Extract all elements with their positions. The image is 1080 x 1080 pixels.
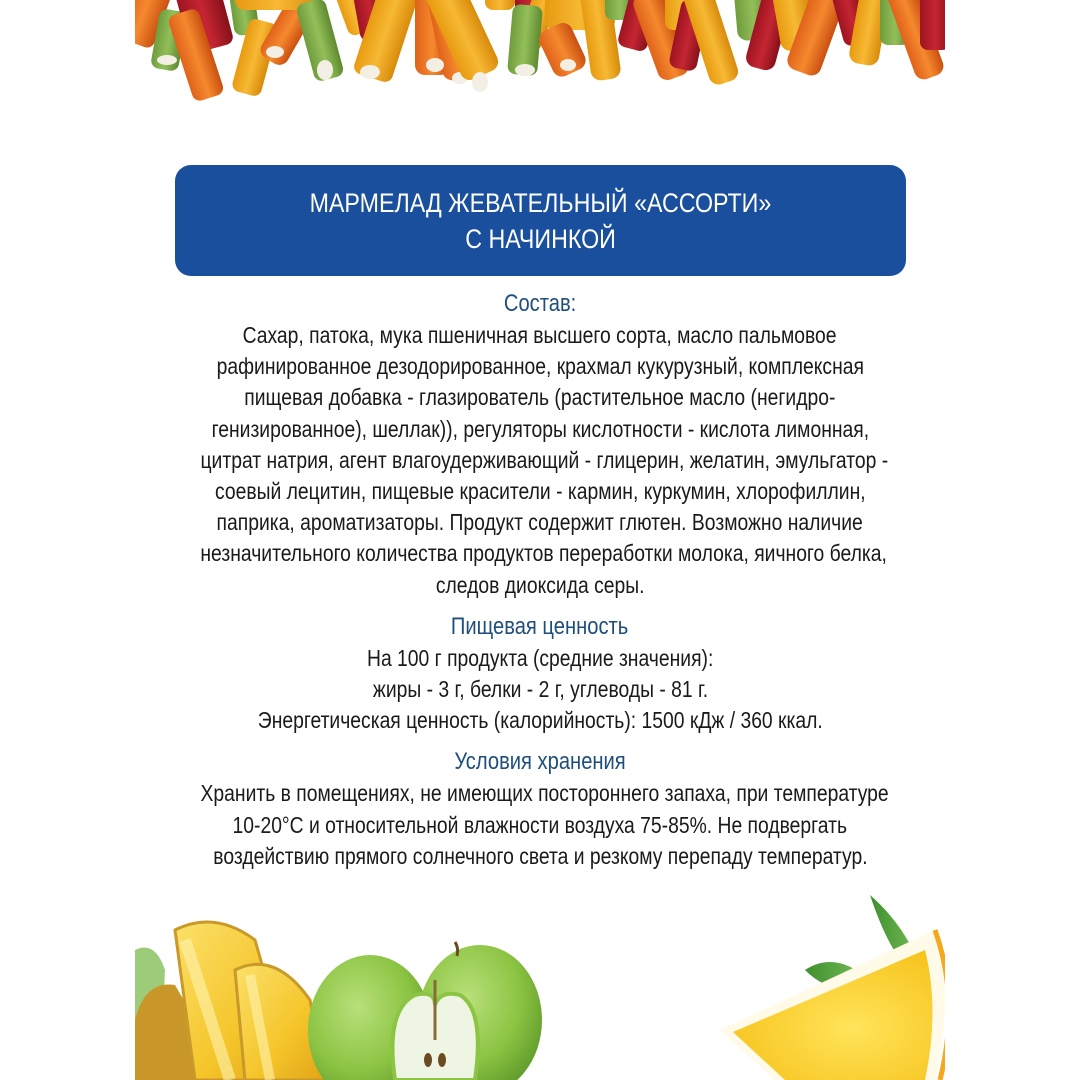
composition-section <box>135 288 945 601</box>
nutrition-title: Пищевая ценность <box>451 612 629 640</box>
composition-line: цитрат натрия, агент влагоудерживающий - глицерин, желатин, эмульгатор - <box>200 446 889 473</box>
nutrition-line: Энергетическая ценность (калорийность): 1500 кДж / 360 ккал. <box>257 707 823 734</box>
storage-line: Хранить в помещениях, не имеющих постороннего запаха, при температуре <box>200 780 889 807</box>
composition-line: пищевая добавка - глазирователь (растительное масло (негидро- <box>244 384 836 411</box>
nutrition-section <box>135 611 945 737</box>
product-title-banner <box>175 165 906 276</box>
candy-sticks-image <box>135 0 945 110</box>
product-title-line2: С НАЧИНКОЙ <box>465 223 616 254</box>
product-info-card <box>135 0 945 1080</box>
nutrition-line: На 100 г продукта (средние значения): <box>366 644 714 671</box>
composition-line: соевый лецитин, пищевые красители - кармин, куркумин, хлорофиллин, <box>214 478 866 505</box>
spacer <box>135 736 945 746</box>
nutrition-line: жиры - 3 г, белки - 2 г, углеводы - 81 г. <box>372 676 708 703</box>
composition-line: генизированное), шеллак)), регуляторы кислотности - кислота лимонная, <box>211 415 869 442</box>
product-details <box>135 288 945 872</box>
storage-title: Условия хранения <box>454 748 626 776</box>
storage-line: 10-20°C и относительной влажности воздуха 75-85%. Не подвергать <box>232 811 848 838</box>
product-title-line1: МАРМЕЛАД ЖЕВАТЕЛЬНЫЙ «АССОРТИ» <box>309 187 772 218</box>
storage-line: воздействию прямого солнечного света и резкому перепаду температур. <box>212 842 868 869</box>
fruits-image <box>135 890 945 1080</box>
composition-line: незначительного количества продуктов переработки молока, яичного белка, <box>200 540 887 567</box>
storage-section <box>135 746 945 872</box>
composition-line: рафинированное дезодорированное, крахмал кукурузный, комплексная <box>216 353 864 380</box>
composition-line: паприка, ароматизаторы. Продукт содержит глютен. Возможно наличие <box>216 509 864 536</box>
composition-line: Сахар, патока, мука пшеничная высшего сорта, масло пальмовое <box>243 322 837 348</box>
spacer <box>135 601 945 611</box>
composition-title: Состав: <box>503 290 577 317</box>
composition-line: следов диоксида серы. <box>435 571 645 598</box>
